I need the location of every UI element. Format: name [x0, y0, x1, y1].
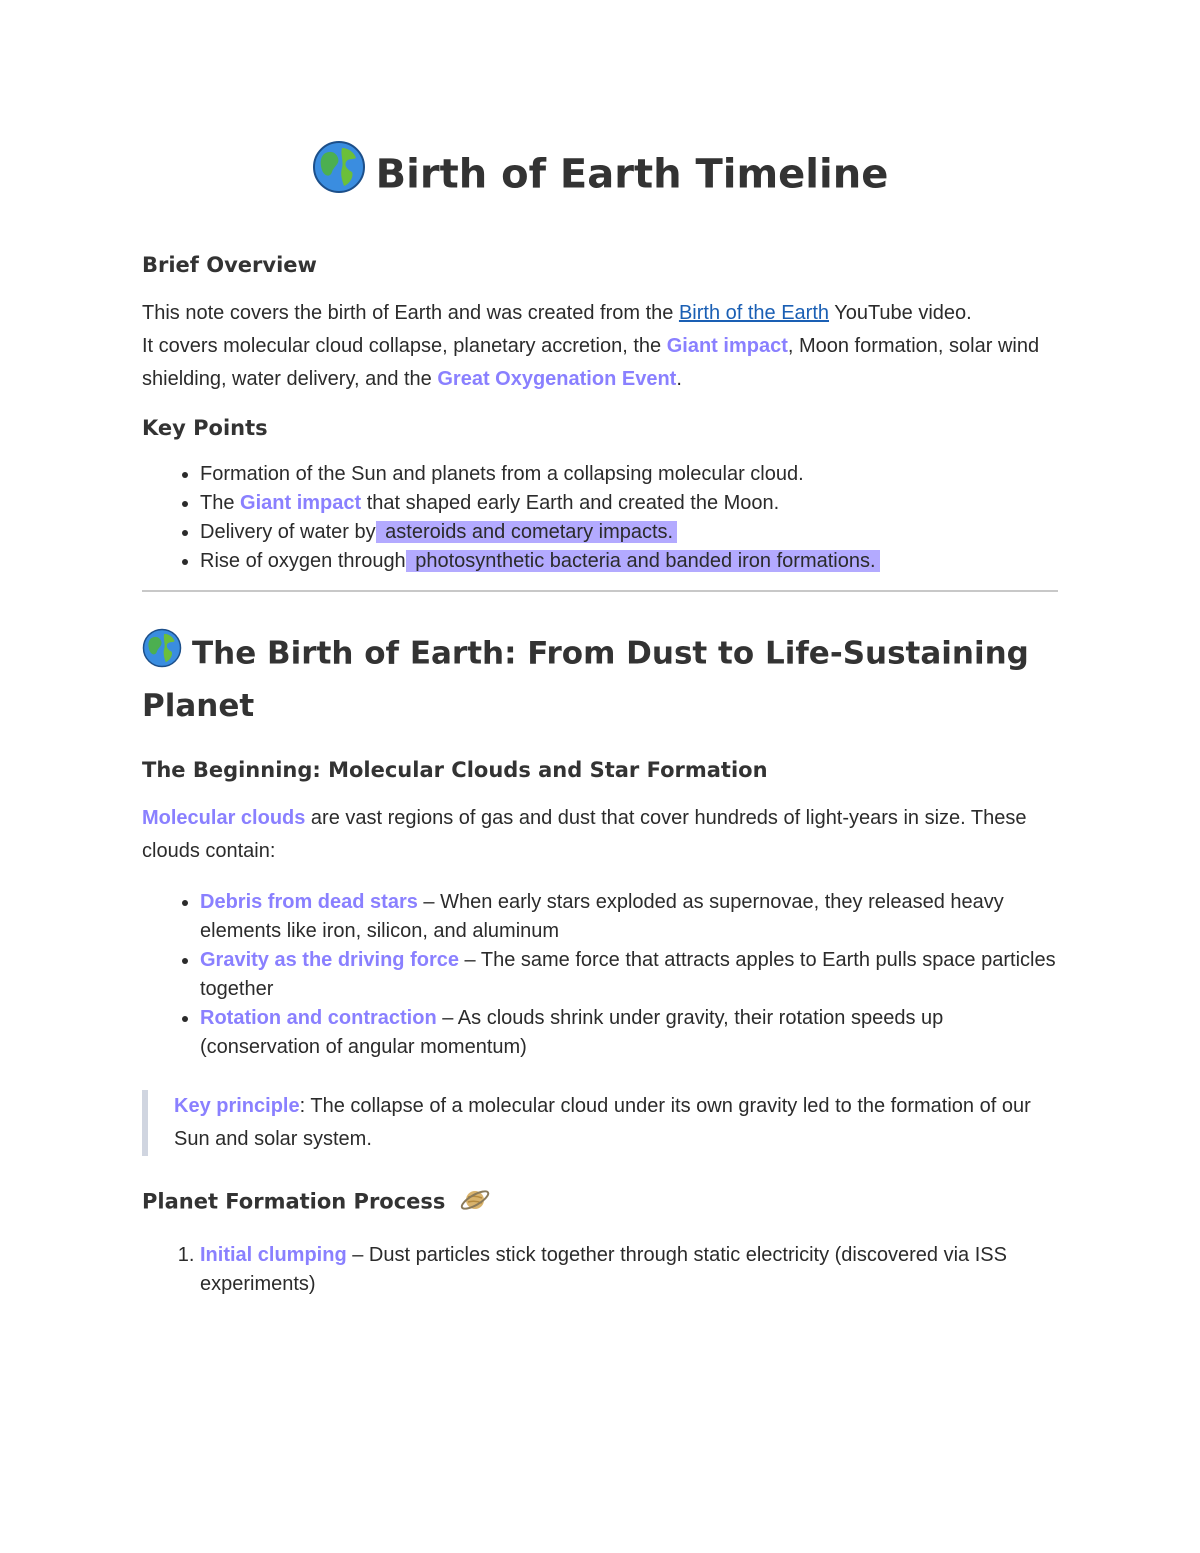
overview-text: This note covers the birth of Earth and was created from the — [142, 302, 679, 324]
callout-text — [174, 1090, 1058, 1156]
key-principle-term[interactable]: Key principle — [174, 1095, 300, 1117]
list-item — [200, 1241, 1058, 1299]
list-item-text: – As clouds shrink under gravity, their rotation speeds up (conservation of angular momentum) — [200, 1007, 944, 1058]
overview-text: YouTube video. — [829, 302, 972, 324]
list-item-text: Formation of the Sun and planets from a collapsing molecular cloud. — [200, 463, 804, 485]
paragraph-text: are vast regions of gas and dust that cover hundreds of light-years in size. These clouds contain: — [142, 807, 1027, 862]
list-item-text: The — [200, 492, 241, 514]
document-page — [142, 140, 1058, 1299]
list-item — [200, 946, 1058, 1004]
debris-term[interactable]: Debris from dead stars — [200, 891, 418, 913]
planet-formation-heading — [142, 1184, 1058, 1221]
youtube-video-link[interactable]: Birth of the Earth — [678, 302, 830, 324]
overview-text: It covers molecular cloud collapse, planetary accretion, the — [142, 335, 667, 357]
list-item — [200, 547, 1058, 576]
key-principle-callout — [142, 1090, 1058, 1156]
key-points-heading: Key Points — [142, 416, 268, 440]
brief-overview-heading: Brief Overview — [142, 253, 317, 277]
list-item-text: – The same force that attracts apples to Earth pulls space particles together — [200, 949, 1056, 1000]
highlighted-text: photosynthetic bacteria and banded iron formations. — [406, 550, 880, 572]
beginning-heading: The Beginning: Molecular Clouds and Star Formation — [142, 758, 768, 782]
molecular-clouds-paragraph — [142, 802, 1058, 868]
overview-paragraph — [142, 297, 1058, 396]
gravity-term[interactable]: Gravity as the driving force — [200, 949, 459, 971]
globe-icon — [142, 628, 182, 682]
section-heading-text: The Birth of Earth: From Dust to Life-Sustaining Planet — [142, 635, 1029, 724]
list-item — [200, 888, 1058, 946]
rotation-term[interactable]: Rotation and contraction — [200, 1007, 437, 1029]
planet-formation-list — [142, 1241, 1058, 1299]
list-item-text: – Dust particles stick together through static electricity (discovered via ISS experiments) — [200, 1244, 1007, 1295]
list-item — [200, 460, 1058, 489]
list-item-text: Delivery of water by — [200, 521, 376, 543]
planet-formation-heading-text: Planet Formation Process — [142, 1189, 446, 1214]
globe-icon — [312, 140, 366, 213]
initial-clumping-term[interactable]: Initial clumping — [200, 1244, 347, 1266]
callout-body: : The collapse of a molecular cloud under its own gravity led to the formation of our Sun and solar system. — [174, 1095, 1031, 1150]
list-item-text: Rise of oxygen through — [200, 550, 406, 572]
saturn-icon — [459, 1184, 491, 1221]
great-oxygenation-event-term[interactable]: Great Oxygenation Event — [437, 368, 677, 390]
overview-text: . — [676, 368, 682, 390]
section-divider — [142, 590, 1058, 592]
section-heading — [142, 628, 1058, 730]
highlighted-text: asteroids and cometary impacts. — [376, 521, 677, 543]
key-points-list — [142, 460, 1058, 576]
list-item-text: – When early stars exploded as supernovae, they released heavy elements like iron, silicon, and aluminum — [200, 891, 1004, 942]
cloud-contents-list — [142, 888, 1058, 1062]
giant-impact-term[interactable]: Giant impact — [240, 492, 362, 514]
list-item-text: that shaped early Earth and created the Moon. — [361, 492, 780, 514]
molecular-clouds-term[interactable]: Molecular clouds — [142, 807, 306, 829]
page-title — [142, 140, 1058, 213]
list-item — [200, 518, 1058, 547]
overview-text: , Moon formation, solar wind shielding, water delivery, and the — [142, 335, 1040, 390]
page-title-text: Birth of Earth Timeline — [375, 151, 889, 198]
giant-impact-term[interactable]: Giant impact — [666, 335, 788, 357]
list-item — [200, 489, 1058, 518]
list-item — [200, 1004, 1058, 1062]
